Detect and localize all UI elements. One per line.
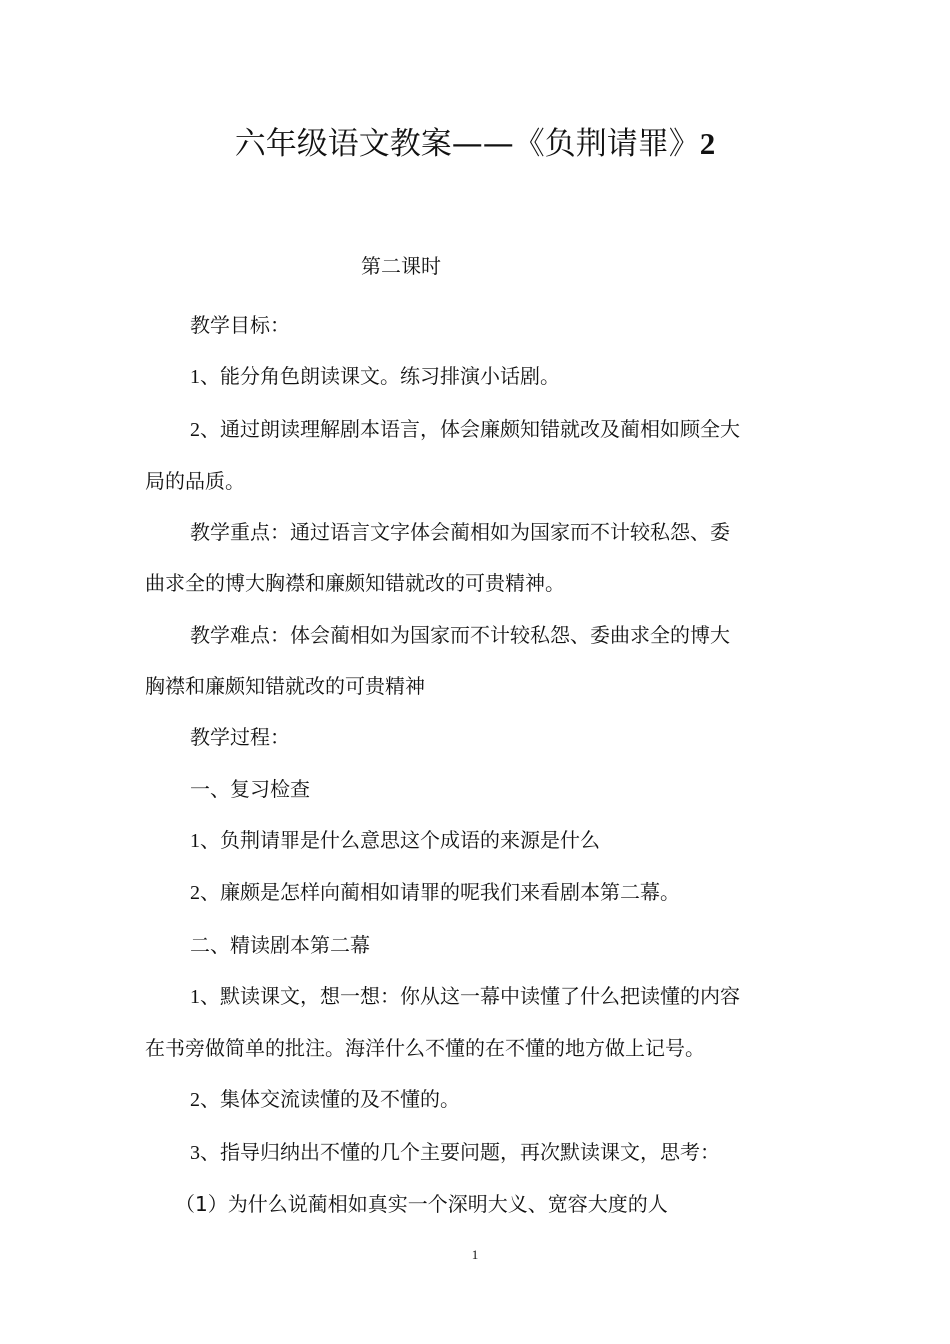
paragraph-text: （1）为什么说蔺相如真实一个深明大义、宽容大度的人 <box>175 1192 668 1217</box>
paragraph-text: 胸襟和廉颇知错就改的可贵精神 <box>145 674 425 699</box>
paragraph-text: 、指导归纳出不懂的几个主要问题，再次默读课文，思考： <box>200 1139 720 1164</box>
item-number: 2 <box>190 1089 200 1112</box>
item-number: 1 <box>190 829 200 852</box>
paragraph-text: 二、精读剧本第二幕 <box>190 932 370 957</box>
paragraph-text: 教学目标： <box>190 313 290 337</box>
paragraph-line <box>145 971 805 1023</box>
paragraph-text: 局的品质。 <box>145 468 245 493</box>
paragraph-line <box>145 1074 805 1126</box>
paragraph-line <box>145 507 805 558</box>
paragraph-text: 、默读课文，想一想：你从这一幕中读懂了什么把读懂的内容 <box>200 983 740 1008</box>
paragraph-text: 、负荆请罪是什么意思这个成语的来源是什么 <box>200 827 600 852</box>
document-body <box>145 300 805 1230</box>
lesson-period-heading: 第二课时 <box>361 254 441 278</box>
page-title-main: 六年级语文教案——《负荆请罪》 <box>234 126 700 162</box>
item-number: 2 <box>190 418 200 441</box>
item-number: 3 <box>190 1141 200 1164</box>
paragraph-line <box>145 867 805 919</box>
page-title <box>0 122 950 166</box>
paragraph-line <box>145 1179 805 1230</box>
paragraph-line <box>145 1023 805 1074</box>
paragraph-text: 、通过朗读理解剧本语言，体会廉颇知错就改及蔺相如顾全大 <box>200 416 740 441</box>
paragraph-line <box>145 558 805 609</box>
item-number: 1 <box>190 985 200 1008</box>
page-title-number: 2 <box>699 126 716 161</box>
item-number: 2 <box>190 882 200 905</box>
paragraph-line <box>145 300 805 351</box>
paragraph-line <box>145 712 805 763</box>
paragraph-line <box>145 1127 805 1179</box>
item-number: 1 <box>190 366 200 389</box>
paragraph-line <box>145 661 805 712</box>
paragraph-text: 、廉颇是怎样向蔺相如请罪的呢我们来看剧本第二幕。 <box>200 880 680 905</box>
paragraph-text: 一、复习检查 <box>190 776 310 801</box>
paragraph-text: 教学过程： <box>190 725 290 750</box>
paragraph-text: 曲求全的博大胸襟和廉颇知错就改的可贵精神。 <box>145 571 565 596</box>
page-number: 1 <box>471 1247 479 1262</box>
paragraph-text: 在书旁做简单的批注。海洋什么不懂的在不懂的地方做上记号。 <box>145 1036 705 1061</box>
paragraph-text: 、能分角色朗读课文。练习排演小话剧。 <box>200 364 560 389</box>
paragraph-line <box>145 404 805 456</box>
paragraph-line <box>145 815 805 867</box>
paragraph-line <box>145 920 805 971</box>
paragraph-line <box>145 351 805 403</box>
paragraph-text: 教学难点：体会蔺相如为国家而不计较私怨、委曲求全的博大 <box>190 622 730 647</box>
paragraph-line <box>145 610 805 661</box>
paragraph-text: 、集体交流读懂的及不懂的。 <box>200 1087 460 1112</box>
paragraph-line <box>145 456 805 507</box>
paragraph-line <box>145 764 805 815</box>
paragraph-text: 教学重点：通过语言文字体会蔺相如为国家而不计较私怨、委 <box>190 520 730 545</box>
